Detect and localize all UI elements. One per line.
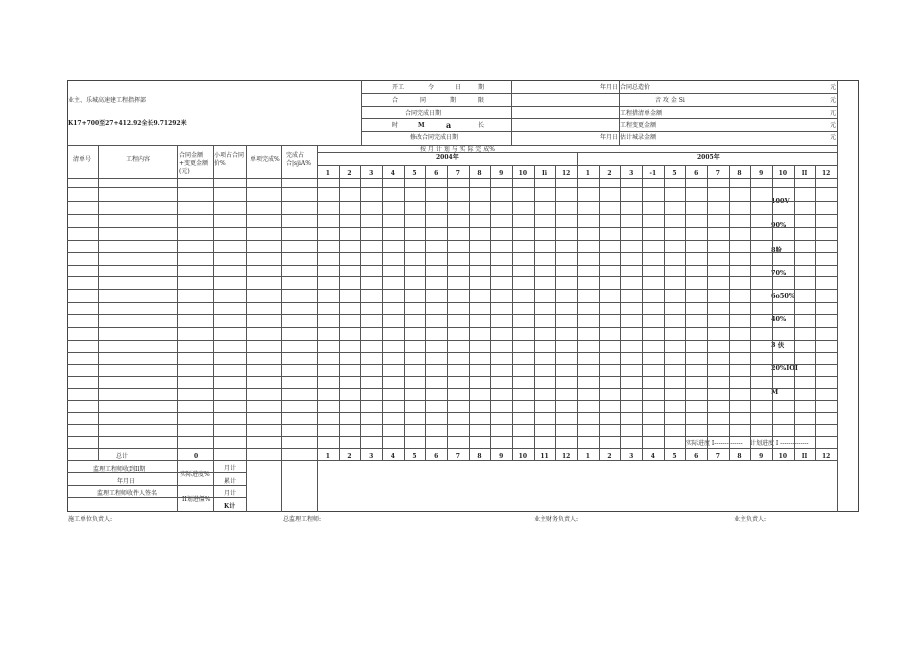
data-row-line [67,201,837,202]
total-row-line [67,460,837,461]
month-col-line [707,165,708,460]
total-month-label: 12 [561,453,571,460]
header-top-line [67,145,837,146]
month-col-line [815,165,816,460]
data-row-line [67,340,837,341]
month-col-line [339,165,340,460]
month-label: 7 [455,170,460,177]
supervisor-receipt-label: 监理工程师收到Il期 [93,466,146,473]
supervisor-signature-label: 监理工程师收件人签名 [97,490,158,497]
month-col-line [772,165,773,460]
bottom-col-line [317,460,318,512]
finance-signature: 业主财务负责人: [534,516,579,523]
info-row-line [361,131,837,132]
total-month-label: 3 [629,453,634,460]
header-item-complete: 单项完成% [250,156,280,163]
total-month-label: 4 [650,453,655,460]
header-bottom-line [67,178,837,179]
header-contract-amount: 合同金额+变更金额(元) [179,152,209,175]
right-edge-line [837,80,838,512]
info-block-left-line [361,80,362,145]
total-month-label: 6 [434,453,439,460]
month-label: 2 [607,170,612,177]
start-date-value: 年月日 [600,84,619,91]
unit-yuan-1: 元 [830,84,837,91]
actual-progress-label: 实际进度% [180,471,210,478]
unit-yuan-2: 元 [830,97,837,104]
total-month-label: 5 [412,453,417,460]
data-row-line [67,265,837,266]
total-month-label: 8 [737,453,742,460]
month-label: 9 [499,170,504,177]
month-col-line [447,165,448,460]
bottom-row-line [177,472,246,473]
plan-monthly-label: 月计 [224,490,237,497]
period-label-4: 限 [478,97,485,104]
header-work-content: 工程内容 [126,156,151,163]
info-row-line [361,106,837,107]
info-row-line [361,93,837,94]
month-label: 3 [629,170,634,177]
percent-100: 100V [771,197,790,205]
month-label: 5 [412,170,417,177]
month-col-line [664,165,665,460]
total-month-label: 7 [715,453,720,460]
month-label: 8 [477,170,482,177]
project-owner-label: 业主、乐城高速建工程指挥部 [68,97,147,104]
data-row-line [67,376,837,377]
data-row-line [67,187,837,188]
date-label: 年月日 [117,478,136,485]
month-label: 4 [390,170,395,177]
plan-progress-label: II划进僵% [182,496,211,503]
total-month-label: 9 [499,453,504,460]
data-row-line [67,327,837,328]
start-label-4: 期 [478,84,485,91]
month-label: II [801,170,808,177]
percent-70: 70% [771,269,787,277]
data-row-line [67,302,837,303]
info-block-mid-line [511,80,512,145]
month-label: 5 [672,170,677,177]
month-col-line [642,165,643,460]
month-label: 7 [715,170,720,177]
month-col-line [534,165,535,460]
start-label-1: 开工 [392,84,405,91]
month-label: 3 [369,170,374,177]
bottom-col-line [281,460,282,512]
unit-yuan-4: 元 [830,122,837,129]
header-plan-vs-actual: 按 月 计 划 与 实 际 完 成% [420,146,495,153]
total-month-label: 2 [347,453,352,460]
month-col-line [425,165,426,460]
header-complete-share: 完成占合|sjiA% [286,152,311,167]
data-row-line [67,352,837,353]
percent-40: 40% [771,315,787,323]
period-label-2: 同 [420,97,427,104]
amount-label: 音 攻 金 Si [655,97,685,104]
month-label: 6 [694,170,699,177]
total-month-label: 4 [390,453,395,460]
period-label-3: 期 [450,97,457,104]
data-row-line [67,424,837,425]
data-row-line [67,314,837,315]
info-row-line [361,118,837,119]
data-row-line [67,240,837,241]
total-value: 0 [194,453,199,460]
month-col-line [404,165,405,460]
percent-60-50: 6o50% [771,292,796,300]
data-row-line [67,276,837,277]
month-col-line [490,165,491,460]
legend-actual: 实际进度 I-------------- [686,440,743,447]
percent-0: M [771,388,779,396]
variation-amount-label: 工程变更金额 [620,122,657,129]
start-label-2: 令 [428,84,435,91]
bottom-row-line [213,497,246,498]
data-row-line [67,227,837,228]
percent-90: 90% [771,221,787,229]
month-label: Ii [541,170,548,177]
owner-signature: 业主负责人: [734,516,767,523]
unit-yuan-3: 兀 [830,110,837,117]
revised-completion-label: 修改合同完成日期 [410,134,459,141]
project-range-label: K17+700至27+412.92全长9.71292米 [68,120,187,127]
contractor-signature: 施工单位负责人: [68,516,113,523]
data-row-line [67,436,837,437]
month-col-line [685,165,686,460]
total-month-label: 7 [455,453,460,460]
start-label-3: 日 [455,84,462,91]
month-label: 10 [518,170,528,177]
percent-80: 8脸 [771,246,783,254]
month-label: 1 [325,170,330,177]
data-row-line [67,400,837,401]
bottom-row-line [213,485,246,486]
month-label: 1 [585,170,590,177]
header-year-2005: 2005年 [697,154,720,161]
legend-plan: 计划进度 I -------------- [750,440,809,447]
total-month-label: 9 [759,453,764,460]
duration-label-3: a [446,120,452,130]
month-col-line [382,165,383,460]
month-label: 12 [821,170,831,177]
revised-date-value: 年月日 [600,134,619,141]
total-month-label: 10 [518,453,528,460]
data-row-line [67,412,837,413]
total-month-label: 2 [607,453,612,460]
header-item-share: 小项占合同价% [214,152,245,167]
total-month-label: II [801,453,808,460]
total-month-label: 1 [325,453,330,460]
month-label: 12 [561,170,571,177]
bottom-col-line [213,460,214,512]
data-row-line [67,214,837,215]
total-month-label: 6 [694,453,699,460]
duration-label-1: 时 [392,122,399,129]
month-col-line [599,165,600,460]
data-row-line [67,252,837,253]
year-divider-line [577,152,578,165]
estimated-amount-label: 估计城录金额 [620,134,657,141]
total-label: 总计 [116,453,129,460]
data-row-line [67,388,837,389]
percent-30: 3 伕 [771,341,785,349]
month-col-line [512,165,513,460]
month-label: 2 [347,170,352,177]
header-year-2004: 2004年 [436,154,459,161]
bottom-col-line [246,460,247,512]
completion-date-label: 合同完成日期 [405,110,442,117]
total-month-label: 12 [821,453,831,460]
total-month-label: 5 [672,453,677,460]
actual-cumulative-label: 累计 [224,478,237,485]
month-label: -1 [649,170,657,177]
month-label: 9 [759,170,764,177]
period-label-1: 合 [392,97,399,104]
month-label: 10 [778,170,788,177]
header-item-no: 清单号 [73,156,92,163]
data-row-line [67,448,837,449]
month-col-line [794,165,795,460]
supervisor-signature: 总监理工程师: [283,516,322,523]
unit-yuan-5: 元 [830,134,837,141]
info-block-label-line [619,80,620,145]
total-month-label: 3 [369,453,374,460]
duration-label-4: 长 [478,122,485,129]
total-month-label: 11 [540,453,549,460]
month-col-line [620,165,621,460]
month-col-line [577,165,578,460]
duration-label-2: M [418,122,425,129]
total-month-label: 10 [778,453,788,460]
data-row-line [67,364,837,365]
boq-amount-label: 工程措清单金额 [620,110,663,117]
month-col-line [360,165,361,460]
total-month-label: 1 [585,453,590,460]
month-col-line [469,165,470,460]
bottom-col-line [177,460,178,512]
month-col-line [729,165,730,460]
month-label: 8 [737,170,742,177]
contract-total-label: 合同总造价 [620,84,651,91]
plan-cumulative-label: K计 [224,503,236,510]
month-col-line [555,165,556,460]
total-month-label: 8 [477,453,482,460]
percent-20-10: 20%IOI [771,364,798,372]
month-col-line [750,165,751,460]
actual-monthly-label: 月计 [224,465,237,472]
month-label: 6 [434,170,439,177]
data-row-line [67,289,837,290]
